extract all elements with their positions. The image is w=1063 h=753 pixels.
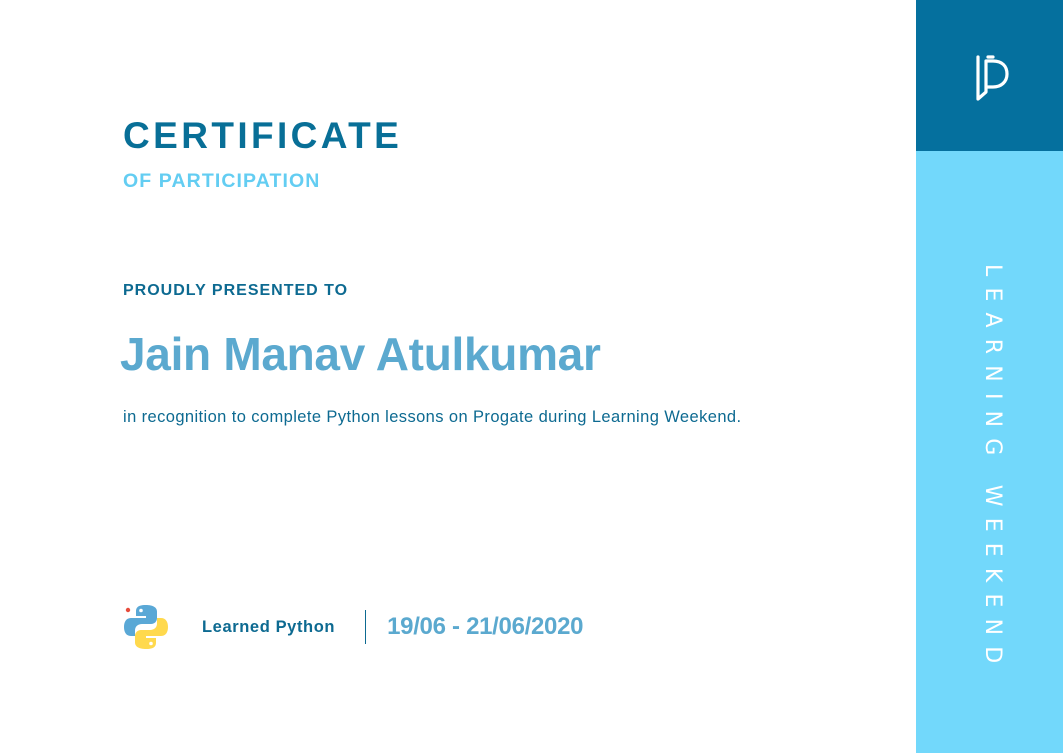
recipient-name: Jain Manav Atulkumar <box>120 328 601 380</box>
progate-logo-icon <box>971 49 1015 105</box>
python-logo-icon <box>122 603 170 651</box>
sidebar <box>916 0 1063 753</box>
certificate-subtitle: OF PARTICIPATION <box>123 170 321 192</box>
certificate-footer <box>122 602 583 652</box>
presented-label: PROUDLY PRESENTED TO <box>123 282 349 299</box>
event-label: LEARNING WEEKEND <box>980 264 1005 675</box>
recognition-text: in recognition to complete Python lessons on Progate during Learning Weekend. <box>123 408 742 426</box>
date-range: 19/06 - 21/06/2020 <box>387 613 584 640</box>
course-label: Learned Python <box>202 617 336 636</box>
certificate-title: CERTIFICATE <box>123 115 403 156</box>
sidebar-brand-block <box>916 0 1063 151</box>
footer-divider <box>365 610 366 644</box>
